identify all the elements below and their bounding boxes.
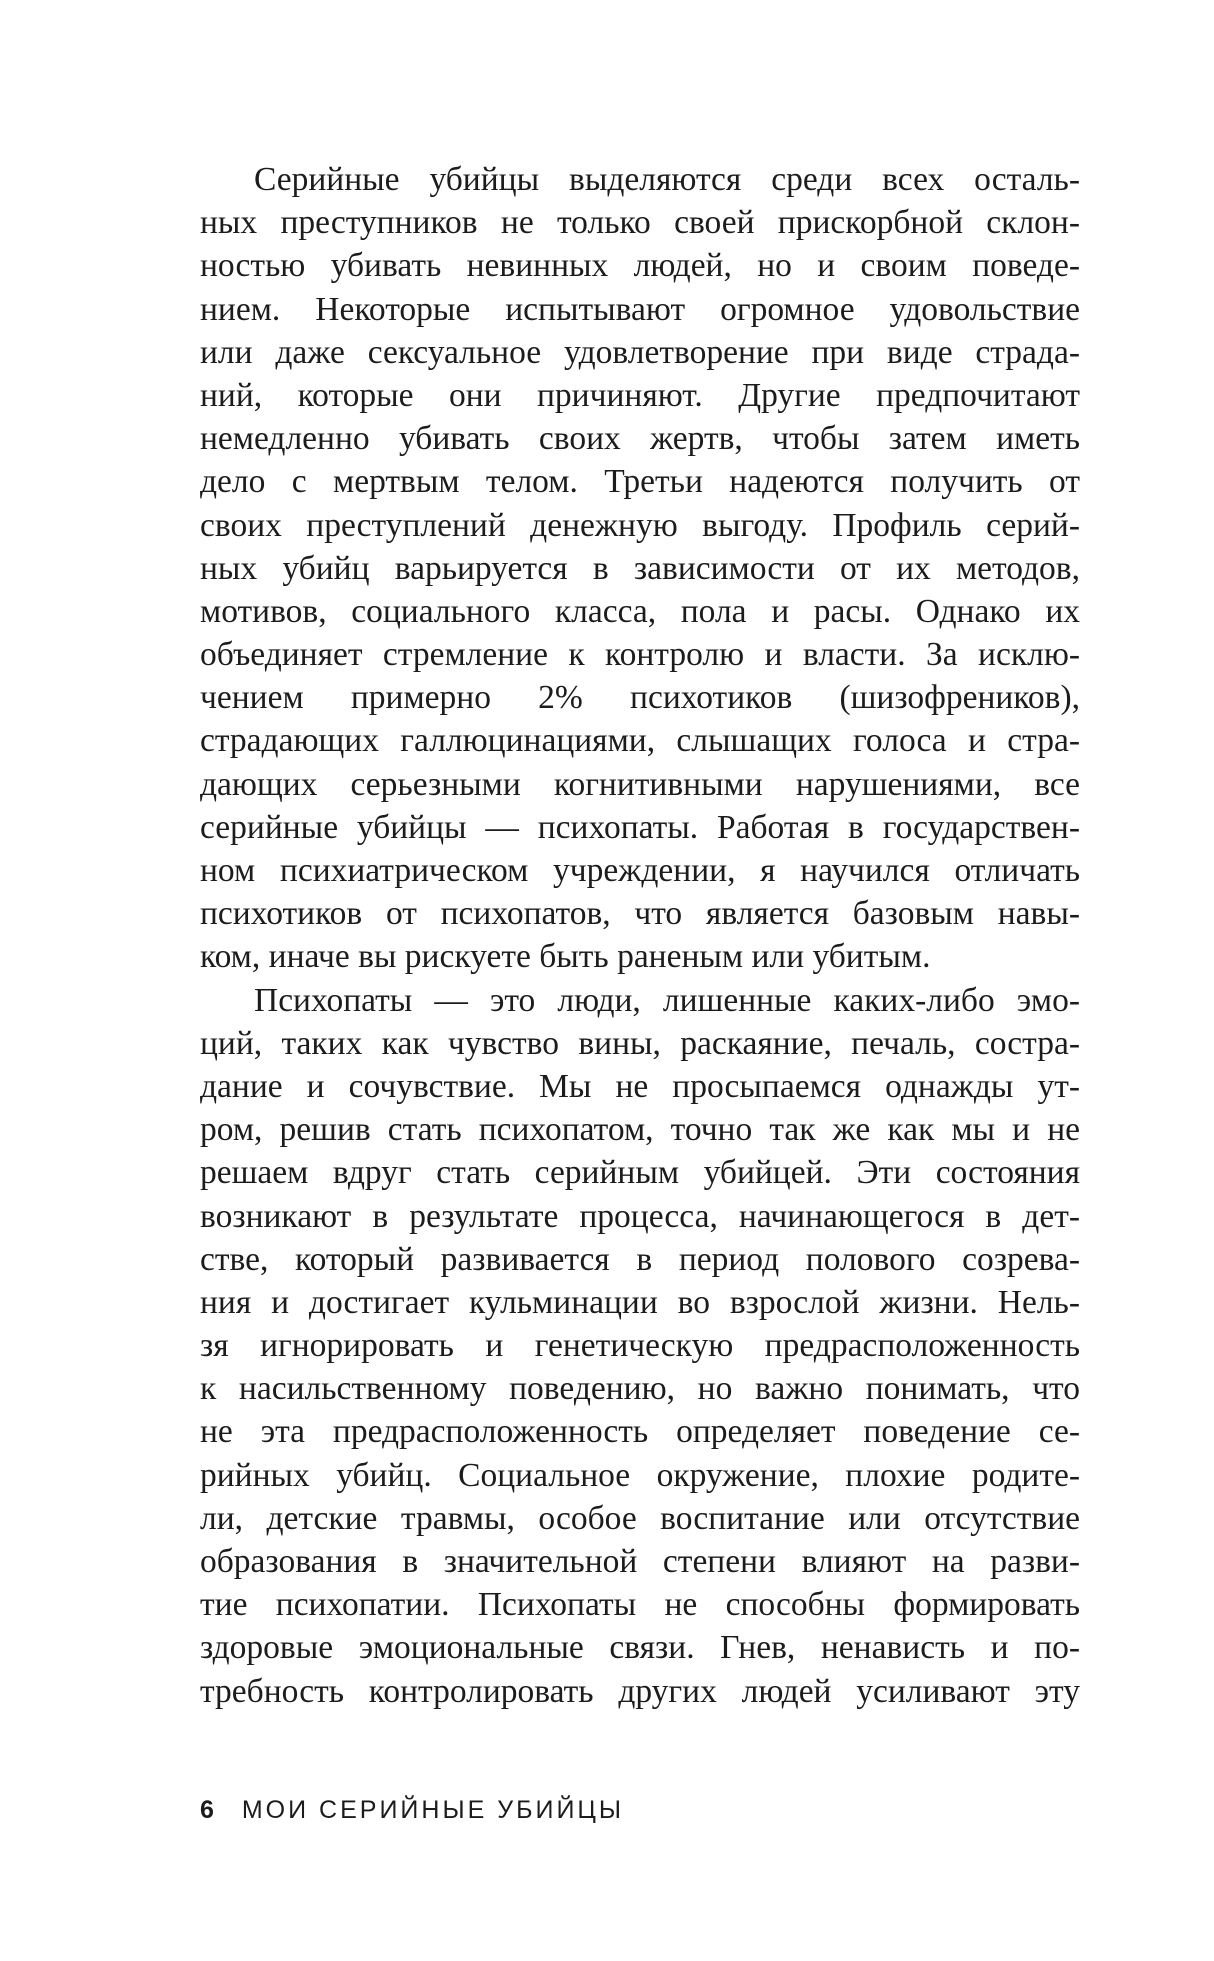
text-line: тие психопатии. Психопаты не способны формировать — [200, 1586, 1080, 1624]
text-line: серийные убийцы — психопаты. Работая в государствен- — [200, 808, 1080, 846]
text-line: ли, детские травмы, особое воспитание или отсутствие — [200, 1499, 1080, 1537]
text-line: ния и достигает кульминации во взрослой жизни. Нель- — [200, 1283, 1080, 1321]
text-line: стве, который развивается в период полового созрева- — [200, 1240, 1080, 1278]
text-line: возникают в результате процесса, начинающегося в дет- — [200, 1197, 1080, 1235]
text-line: дание и сочувствие. Мы не просыпаемся однажды ут- — [200, 1067, 1080, 1105]
page-number: 6 — [200, 1796, 214, 1824]
body-text — [200, 158, 1080, 1713]
text-line: Психопаты — это люди, лишенные каких-либо эмо- — [254, 981, 1080, 1019]
text-line: ном психиатрическом учреждении, я научился отличать — [200, 852, 1080, 889]
text-line: дело с мертвым телом. Третьи надеются получить от — [200, 463, 1080, 501]
text-line: ных преступников не только своей прискорбной склон- — [200, 204, 1080, 242]
text-line: требность контролировать других людей усиливают эту — [200, 1672, 1080, 1710]
text-line: ний, которые они причиняют. Другие предпочитают — [200, 376, 1080, 414]
text-line: психотиков от психопатов, что является базовым навы- — [200, 895, 1080, 933]
text-line: мотивов, социального класса, пола и расы. Однако их — [200, 592, 1080, 630]
text-line: ций, таких как чувство вины, раскаяние, печаль, состра- — [200, 1024, 1080, 1062]
text-line: дающих серьезными когнитивными нарушениями, все — [200, 765, 1080, 803]
text-line: ных убийц варьируется в зависимости от их методов, — [200, 549, 1080, 587]
text-line: зя игнорировать и генетическую предрасположенность — [200, 1327, 1080, 1365]
text-line: или даже сексуальное удовлетворение при виде страда- — [200, 333, 1080, 371]
text-line: решаем вдруг стать серийным убийцей. Эти состояния — [200, 1154, 1080, 1192]
text-line: чением примерно 2% психотиков (шизофреников), — [200, 679, 1080, 717]
text-line: нием. Некоторые испытывают огромное удовольствие — [200, 290, 1080, 328]
text-line: здоровые эмоциональные связи. Гнев, ненависть и по- — [200, 1629, 1080, 1667]
text-line: ром, решив стать психопатом, точно так же как мы и не — [200, 1111, 1080, 1149]
running-title: МОИ СЕРИЙНЫЕ УБИЙЦЫ — [241, 1796, 625, 1824]
paragraph-2 — [200, 979, 1080, 1713]
text-line: ностью убивать невинных людей, но и своим поведе- — [200, 247, 1080, 285]
text-line: не эта предрасположенность определяет поведение се- — [200, 1413, 1080, 1451]
text-line: страдающих галлюцинациями, слышащих голоса и стра- — [200, 722, 1080, 760]
text-line: к насильственному поведению, но важно понимать, что — [200, 1370, 1080, 1408]
text-line: объединяет стремление к контролю и власти. За исклю- — [200, 636, 1080, 674]
text-line: ком, иначе вы рискуете быть раненым или убитым. — [200, 938, 931, 976]
text-line: своих преступлений денежную выгоду. Профиль серий- — [200, 506, 1080, 544]
text-line: рийных убийц. Социальное окружение, плохие родите- — [200, 1456, 1080, 1494]
paragraph-1 — [200, 158, 1080, 979]
page-footer — [200, 1796, 624, 1825]
text-line: Серийные убийцы выделяются среди всех осталь- — [254, 161, 1080, 198]
text-line: немедленно убивать своих жертв, чтобы затем иметь — [200, 420, 1080, 458]
text-line: образования в значительной степени влияют на разви- — [200, 1543, 1080, 1580]
